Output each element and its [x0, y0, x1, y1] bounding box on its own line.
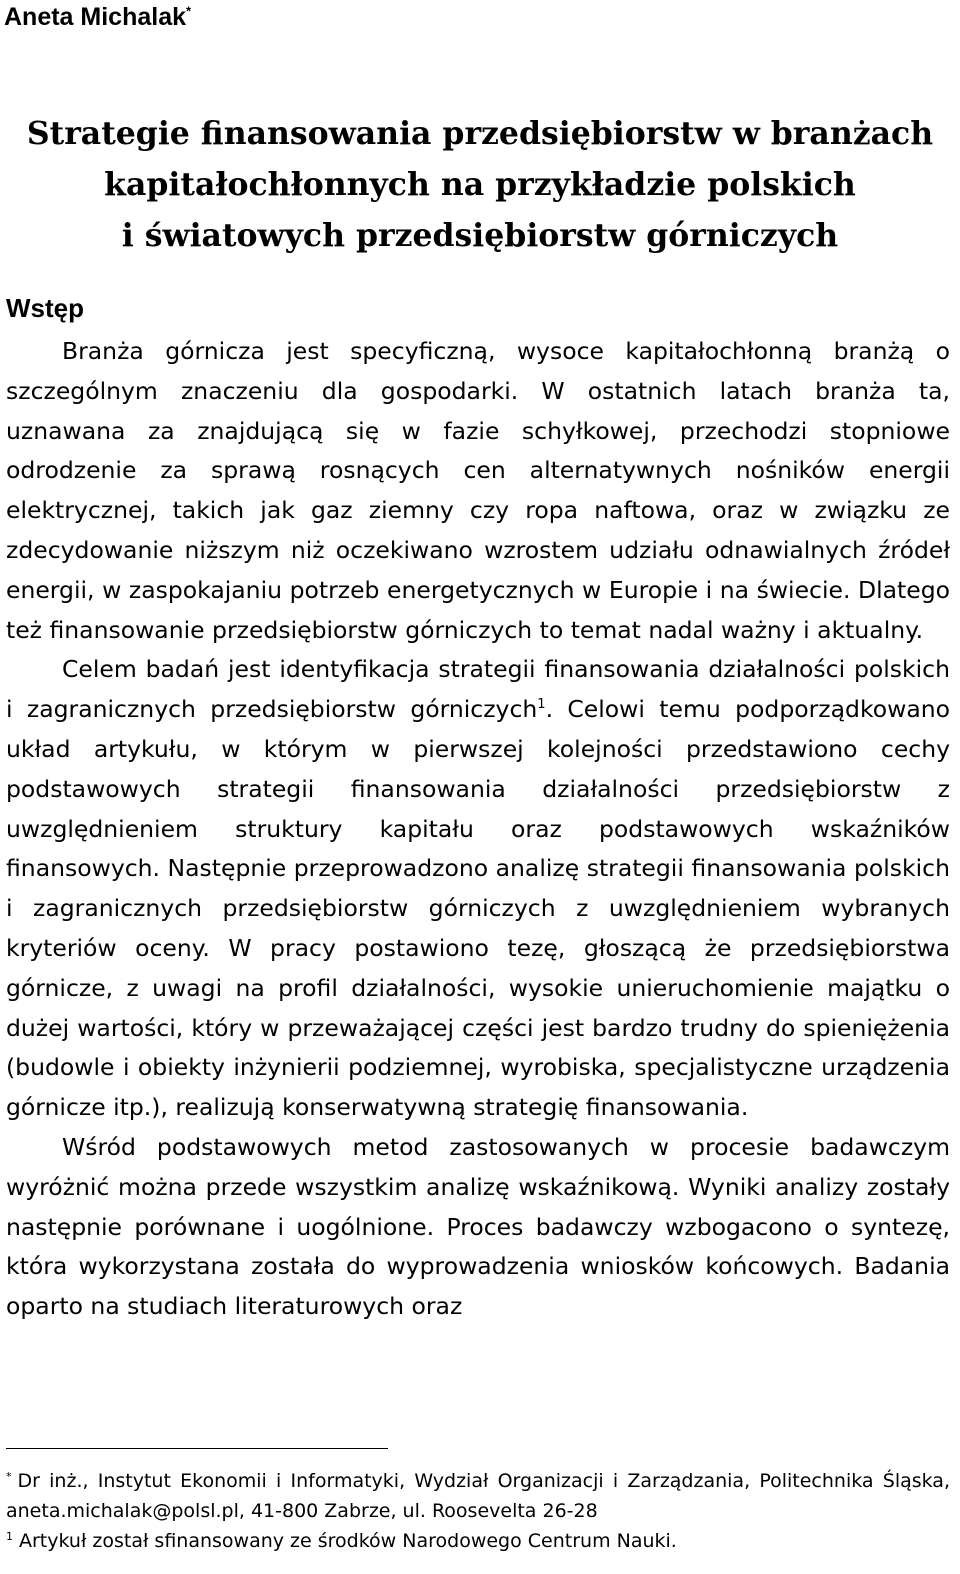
- title-line-1: Strategie finansowania przedsiębiorstw w branżach: [26, 115, 934, 152]
- footnote-marker: *: [6, 1469, 12, 1483]
- footnote-text: Dr inż., Instytut Ekonomii i Informatyki, Wydział Organizacji i Zarządzania, Politechnika Śląska, aneta.michalak@polsl.pl, 41-800 Zabrze, ul. Roosevelta 26-28: [6, 1470, 950, 1522]
- footnotes: [6, 1466, 950, 1556]
- title-line-3: i światowych przedsiębiorstw górniczych: [121, 217, 839, 254]
- footnote-separator: [6, 1448, 388, 1449]
- paragraph-1: Branża górnicza jest specyficzną, wysoce kapitałochłonną branżą o szczególnym znaczeniu dla gospodarki. W ostatnich latach branża ta, uznawana za znajdującą się w fazie schyłkowej, przechodzi stopniowe odrodzenie za sprawą rosnących cen alternatywnych nośników energii elektrycznej, takich jak gaz ziemny czy ropa naftowa, oraz w związku ze zdecydowanie niższym niż oczekiwano wzrostem udziału odnawialnych źródeł energii, w zaspokajaniu potrzeb energetycznych w Europie i na świecie. Dlatego też finansowanie przedsiębiorstw górniczych to temat nadal ważny i aktualny.: [6, 337, 950, 644]
- footnote-text: Artykuł został sfinansowany ze środków Narodowego Centrum Nauki.: [19, 1530, 677, 1552]
- footnote-author: [6, 1466, 950, 1526]
- author-footnote-marker: *: [186, 3, 192, 19]
- footnote-marker: 1: [6, 1529, 13, 1543]
- footnote-reference: 1: [537, 697, 546, 713]
- footnote-funding: [6, 1526, 950, 1556]
- author-name-text: Aneta Michalak: [4, 3, 187, 31]
- body-text: [6, 332, 950, 1327]
- paragraph-2: [6, 650, 950, 1128]
- author-name: [4, 0, 191, 34]
- paragraph-2-part-b: . Celowi temu podporządkowano układ artykułu, w którym w pierwszej kolejności przedstawiono cechy podstawowych strategii finansowania działalności przedsiębiorstw z uwzględnieniem struktury kapitału oraz podstawowych wskaźników finansowych. Następnie przeprowadzono analizę strategii finansowania polskich i zagranicznych przedsiębiorstw górniczych z uwzględnieniem wybranych kryteriów oceny. W pracy postawiono tezę, głoszącą że przedsiębiorstwa górnicze, z uwagi na profil działalności, wysokie unieruchomienie majątku o dużej wartości, który w przeważającej części jest bardzo trudny do spieniężenia (budowle i obiekty inżynierii podziemnej, wyrobiska, specjalistyczne urządzenia górnicze itp.), realizują konserwatywną strategię finansowania.: [6, 695, 950, 1122]
- paragraph-3: Wśród podstawowych metod zastosowanych w procesie badawczym wyróżnić można przede wszystkim analizę wskaźnikową. Wyniki analizy zostały następnie porównane i uogólnione. Proces badawczy wzbogacono o syntezę, która wykorzystana została do wyprowadzenia wniosków końcowych. Badania oparto na studiach literaturowych oraz: [6, 1132, 950, 1321]
- article-title: [0, 108, 960, 261]
- paragraph-2-part-a: Celem badań jest identyfikacja strategii finansowania działalności polskich i zagranicznych przedsiębiorstw górniczych: [6, 655, 950, 724]
- title-line-2: kapitałochłonnych na przykładzie polskich: [104, 166, 856, 203]
- section-heading: Wstęp: [6, 293, 84, 323]
